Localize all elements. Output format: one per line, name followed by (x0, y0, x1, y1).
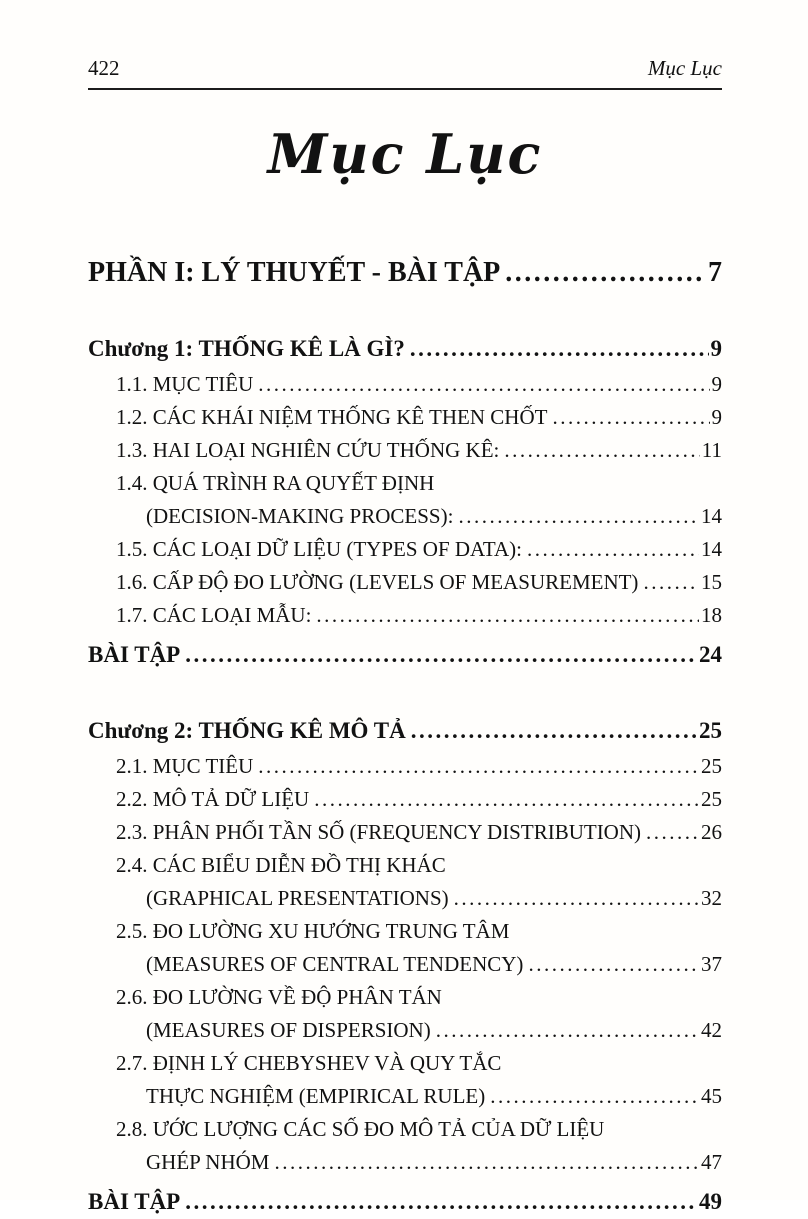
toc-item-label-line2: (GRAPHICAL PRESENTATIONS) (146, 886, 449, 910)
toc-item-label: 1.5. CÁC LOẠI DỮ LIỆU (TYPES OF DATA): (116, 537, 523, 561)
dot-leader (504, 434, 699, 467)
toc-item (88, 981, 722, 1014)
toc-item-label: 1.6. CẤP ĐỘ ĐO LƯỜNG (LEVELS OF MEASUREMENT) (116, 570, 639, 594)
toc-item-label: 2.2. MÔ TẢ DỮ LIỆU (116, 787, 310, 811)
toc-item (88, 783, 722, 816)
dot-leader (314, 783, 699, 816)
toc-item-label-line2: (MEASURES OF DISPERSION) (146, 1018, 431, 1042)
dot-leader (454, 882, 699, 915)
dot-leader (258, 368, 709, 401)
toc-item-page: 25 (701, 754, 722, 778)
header-rule (88, 88, 722, 90)
dot-leader (528, 948, 699, 981)
running-title: Mục Lục (647, 56, 722, 80)
toc-title: Mục Lục (267, 122, 543, 186)
toc-exercises-label: BÀI TẬP (88, 1189, 181, 1214)
page-number-folio: 422 (88, 56, 120, 80)
dot-leader (552, 401, 709, 434)
toc-item-label: 2.4. CÁC BIỂU DIỄN ĐỒ THỊ KHÁC (116, 853, 446, 877)
toc-part-page: 7 (708, 257, 722, 288)
toc-item (88, 1113, 722, 1146)
toc-item (88, 849, 722, 882)
dot-leader (411, 714, 697, 748)
dot-leader (646, 816, 699, 849)
toc-chapter2-items (88, 750, 722, 1179)
toc-item-continuation (88, 1080, 722, 1113)
toc-item (88, 566, 722, 599)
toc-exercises-row (88, 1185, 722, 1219)
toc-item-page: 45 (701, 1084, 722, 1108)
toc-item-page: 26 (701, 820, 722, 844)
toc-item-continuation (88, 948, 722, 981)
toc-item-page: 18 (701, 603, 722, 627)
toc-item-label: 2.6. ĐO LƯỜNG VỀ ĐỘ PHÂN TÁN (116, 985, 442, 1009)
toc-item-page: 32 (701, 886, 722, 910)
toc-item (88, 750, 722, 783)
dot-leader (527, 533, 699, 566)
toc-item (88, 599, 722, 632)
toc-item (88, 368, 722, 401)
toc-item-label: 2.1. MỤC TIÊU (116, 754, 254, 778)
toc-item-continuation (88, 500, 722, 533)
toc-item-label: 2.7. ĐỊNH LÝ CHEBYSHEV VÀ QUY TẮC (116, 1051, 502, 1075)
toc-item-page: 37 (701, 952, 722, 976)
toc-item-page: 9 (711, 405, 722, 429)
dot-leader (185, 638, 697, 672)
toc-item-continuation (88, 1014, 722, 1047)
toc-part-label: PHẦN I: LÝ THUYẾT - BÀI TẬP (88, 257, 501, 288)
toc-item-page: 11 (701, 438, 722, 462)
toc-item-label-line2: THỰC NGHIỆM (EMPIRICAL RULE) (146, 1084, 486, 1108)
toc-item (88, 434, 722, 467)
toc-exercises-row (88, 638, 722, 672)
toc-item (88, 816, 722, 849)
toc-item-label-line2: (MEASURES OF CENTRAL TENDENCY) (146, 952, 524, 976)
toc-part-row (88, 256, 722, 290)
page-header (88, 56, 722, 81)
toc-item-page: 9 (711, 372, 722, 396)
toc-item-continuation (88, 1146, 722, 1179)
toc-item-label: 2.3. PHÂN PHỐI TẦN SỐ (FREQUENCY DISTRIBUTION) (116, 820, 642, 844)
toc-item-label: 1.4. QUÁ TRÌNH RA QUYẾT ĐỊNH (116, 471, 435, 495)
toc-chapter-page: 25 (699, 718, 722, 743)
dot-leader (316, 599, 699, 632)
toc-exercises-page: 24 (699, 642, 722, 667)
toc-item (88, 1047, 722, 1080)
toc-item (88, 401, 722, 434)
toc-exercises-page: 49 (699, 1189, 722, 1214)
toc-chapter-heading (88, 714, 722, 748)
dot-leader (643, 566, 699, 599)
toc-item-page: 14 (701, 504, 722, 528)
toc-item-page: 47 (701, 1150, 722, 1174)
dot-leader (274, 1146, 699, 1179)
toc-item-label: 1.3. HAI LOẠI NGHIÊN CỨU THỐNG KÊ: (116, 438, 500, 462)
toc-item-label: 1.7. CÁC LOẠI MẪU: (116, 603, 312, 627)
toc-item-page: 25 (701, 787, 722, 811)
dot-leader (185, 1185, 697, 1219)
toc-chapter-heading (88, 332, 722, 366)
toc-item-page: 14 (701, 537, 722, 561)
dot-leader (505, 256, 706, 290)
toc-chapter-label: Chương 1: THỐNG KÊ LÀ GÌ? (88, 336, 405, 361)
toc-item-label: 1.2. CÁC KHÁI NIỆM THỐNG KÊ THEN CHỐT (116, 405, 548, 429)
toc-item-label: 2.5. ĐO LƯỜNG XU HƯỚNG TRUNG TÂM (116, 919, 510, 943)
dot-leader (258, 750, 699, 783)
dot-leader (436, 1014, 699, 1047)
toc-item-page: 15 (701, 570, 722, 594)
dot-leader (490, 1080, 699, 1113)
toc-chapter-page: 9 (710, 336, 722, 361)
toc-chapter-label: Chương 2: THỐNG KÊ MÔ TẢ (88, 718, 406, 743)
toc-exercises-label: BÀI TẬP (88, 642, 181, 667)
dot-leader (458, 500, 699, 533)
toc-item-page: 42 (701, 1018, 722, 1042)
toc-item (88, 467, 722, 500)
toc-chapter1-items (88, 368, 722, 632)
dot-leader (410, 332, 709, 366)
toc-item-label-line2: (DECISION-MAKING PROCESS): (146, 504, 454, 528)
toc-item-continuation (88, 882, 722, 915)
toc-item-label: 2.8. ƯỚC LƯỢNG CÁC SỐ ĐO MÔ TẢ CỦA DỮ LIỆU (116, 1117, 605, 1141)
toc-item-label-line2: GHÉP NHÓM (146, 1150, 270, 1174)
toc-item (88, 533, 722, 566)
toc-item-label: 1.1. MỤC TIÊU (116, 372, 254, 396)
toc-item (88, 915, 722, 948)
